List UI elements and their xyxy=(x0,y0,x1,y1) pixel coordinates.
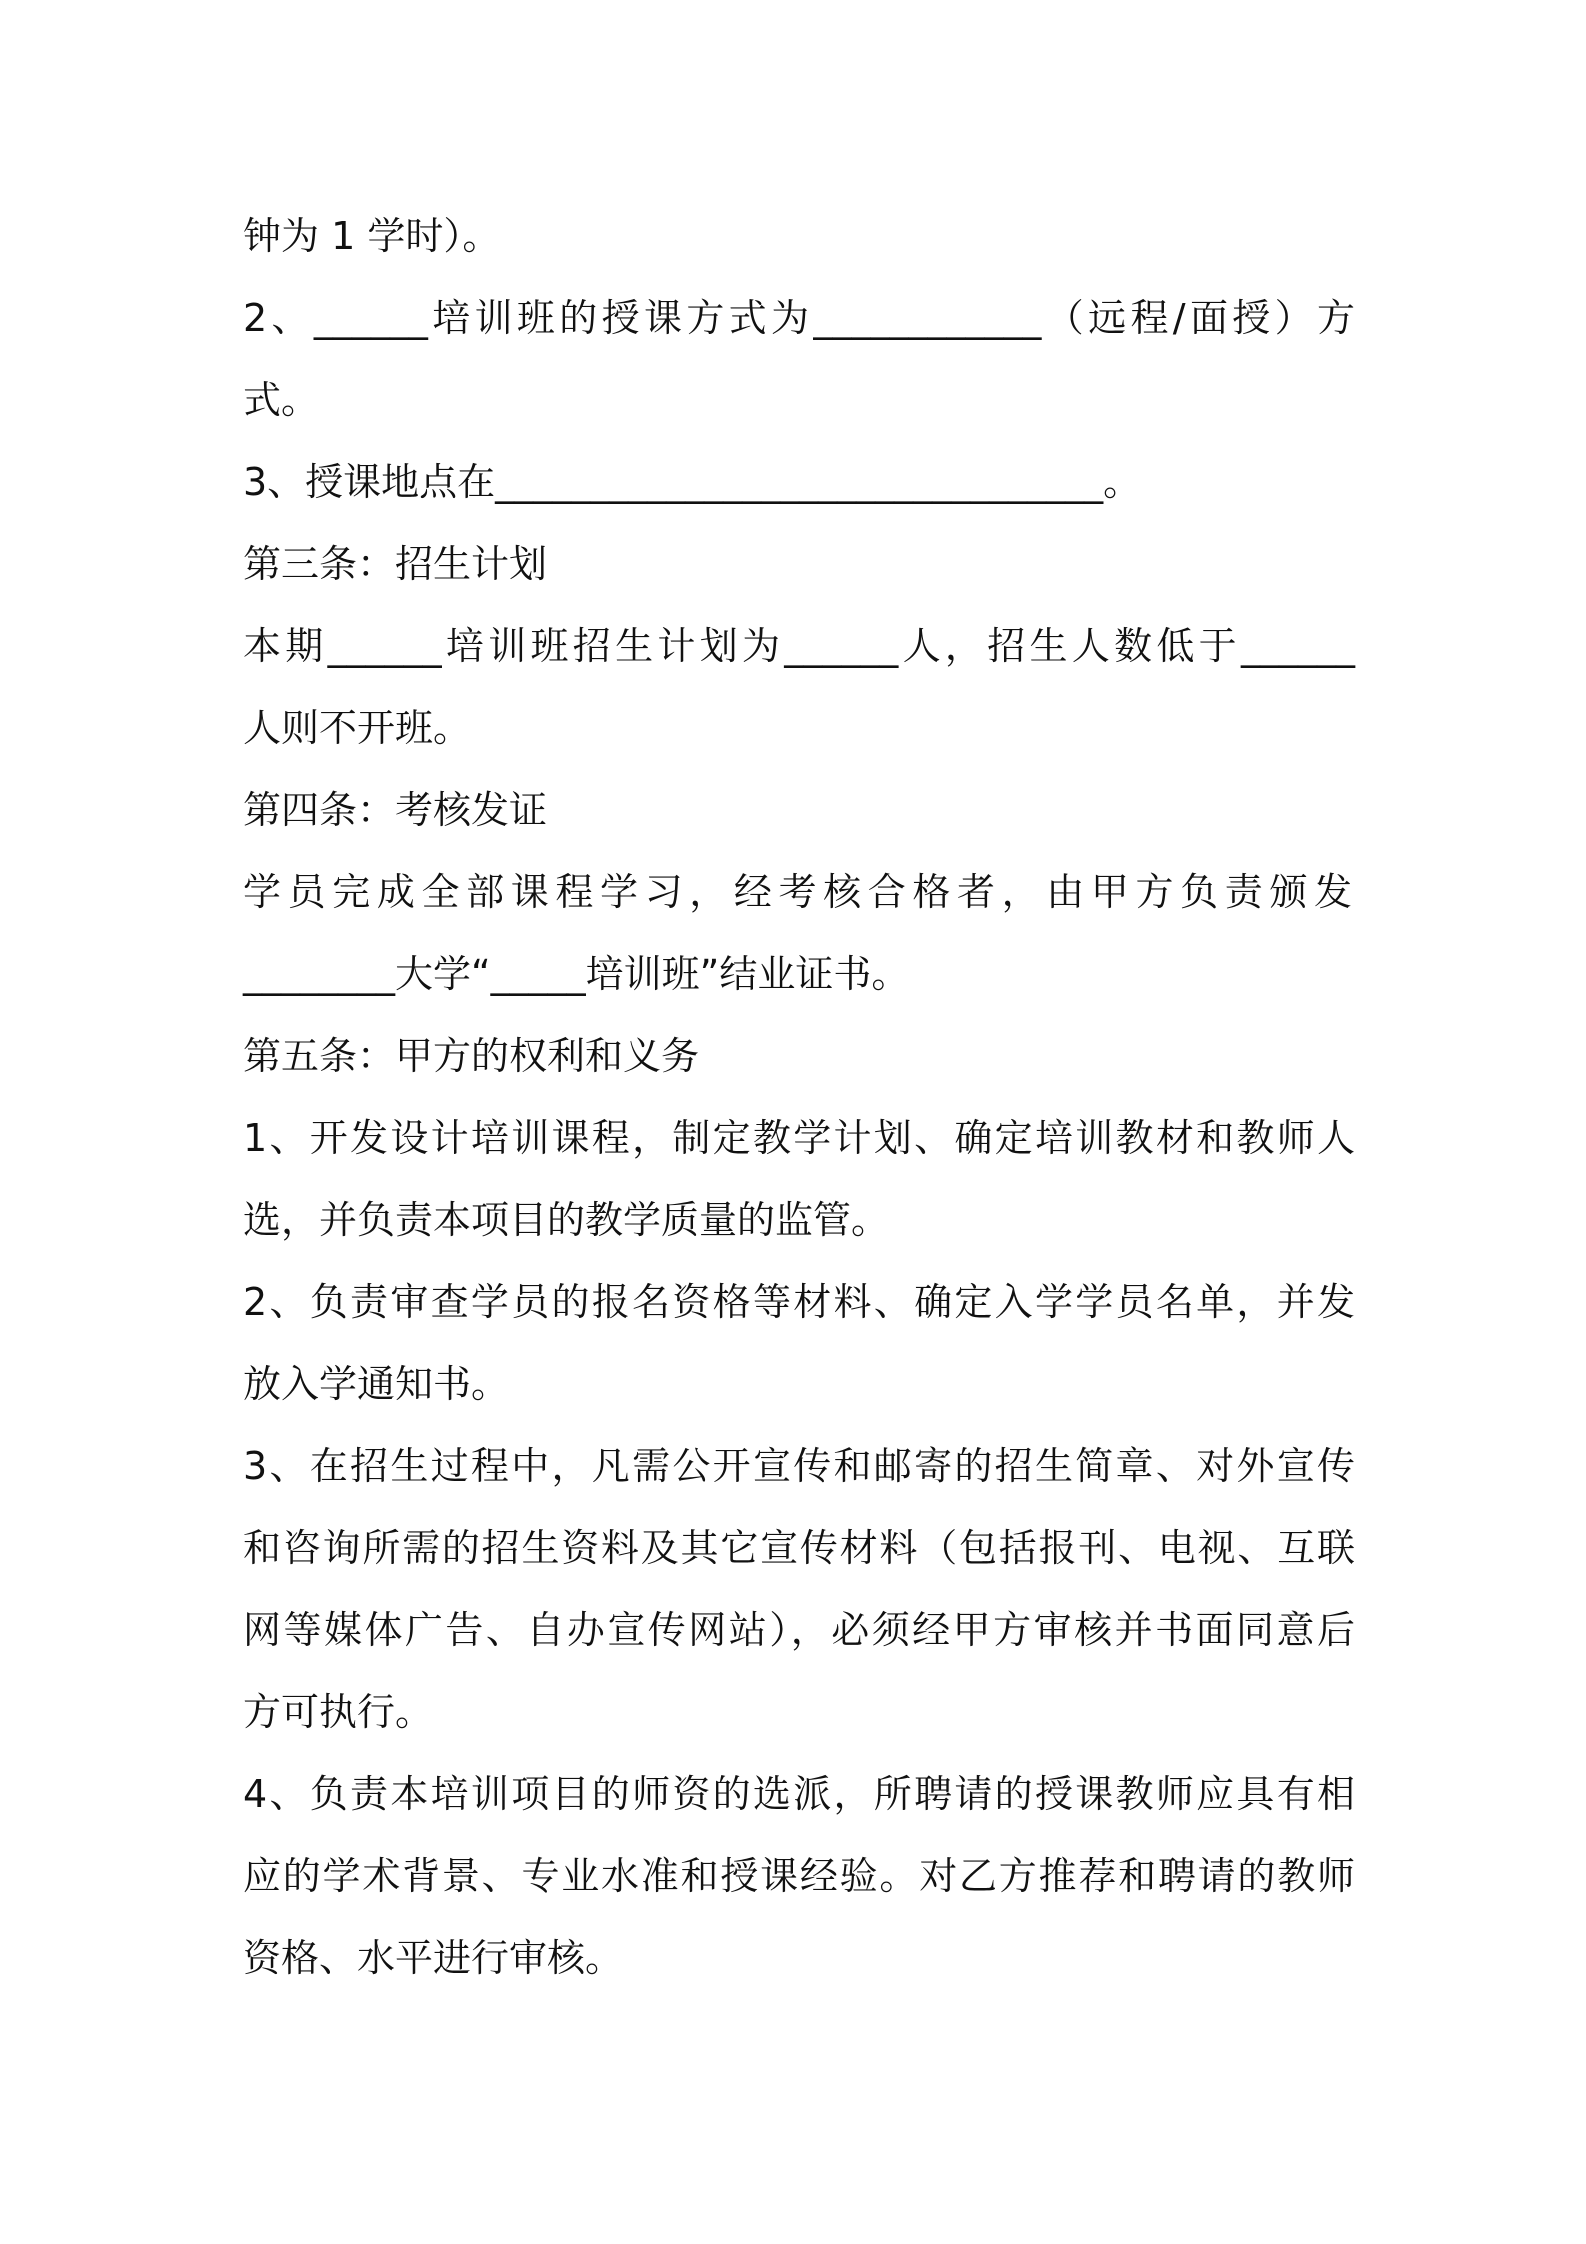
text-line: 式。 xyxy=(243,378,320,422)
text-line: 4、负责本培训项目的师资的选派，所聘请的授课教师应具有相 xyxy=(243,1772,1355,1816)
text-line: 和咨询所需的招生资料及其它宣传材料（包括报刊、电视、互联 xyxy=(243,1526,1355,1570)
text-line: 应的学术背景、专业水准和授课经验。对乙方推荐和聘请的教师 xyxy=(243,1854,1355,1898)
text-line: 本期______培训班招生计划为______人，招生人数低于______ xyxy=(243,624,1355,668)
document-body xyxy=(243,195,1355,1999)
text-line: 选，并负责本项目的教学质量的监管。 xyxy=(243,1198,890,1242)
text-line: 资格、水平进行审核。 xyxy=(243,1936,624,1980)
text-line: 人则不开班。 xyxy=(243,706,472,750)
text-line: 放入学通知书。 xyxy=(243,1362,510,1406)
text-line: 3、授课地点在________________________________。 xyxy=(243,460,1142,504)
text-line: 2、______培训班的授课方式为____________（远程/面授）方 xyxy=(243,296,1355,340)
text-line: 学员完成全部课程学习，经考核合格者，由甲方负责颁发 xyxy=(243,870,1355,914)
section-heading: 第三条：招生计划 xyxy=(243,542,548,586)
text-line: 3、在招生过程中，凡需公开宣传和邮寄的招生简章、对外宣传 xyxy=(243,1444,1355,1488)
text-line: ________大学“_____培训班”结业证书。 xyxy=(243,952,910,996)
text-line: 2、负责审查学员的报名资格等材料、确定入学学员名单，并发 xyxy=(243,1280,1355,1324)
text-line: 1、开发设计培训课程，制定教学计划、确定培训教材和教师人 xyxy=(243,1116,1355,1160)
text-line: 网等媒体广告、自办宣传网站），必须经甲方审核并书面同意后 xyxy=(243,1608,1355,1652)
section-heading: 第五条：甲方的权利和义务 xyxy=(243,1034,700,1078)
text-line: 方可执行。 xyxy=(243,1690,434,1734)
section-heading: 第四条：考核发证 xyxy=(243,788,548,832)
text-line: 钟为 1 学时）。 xyxy=(243,214,501,258)
